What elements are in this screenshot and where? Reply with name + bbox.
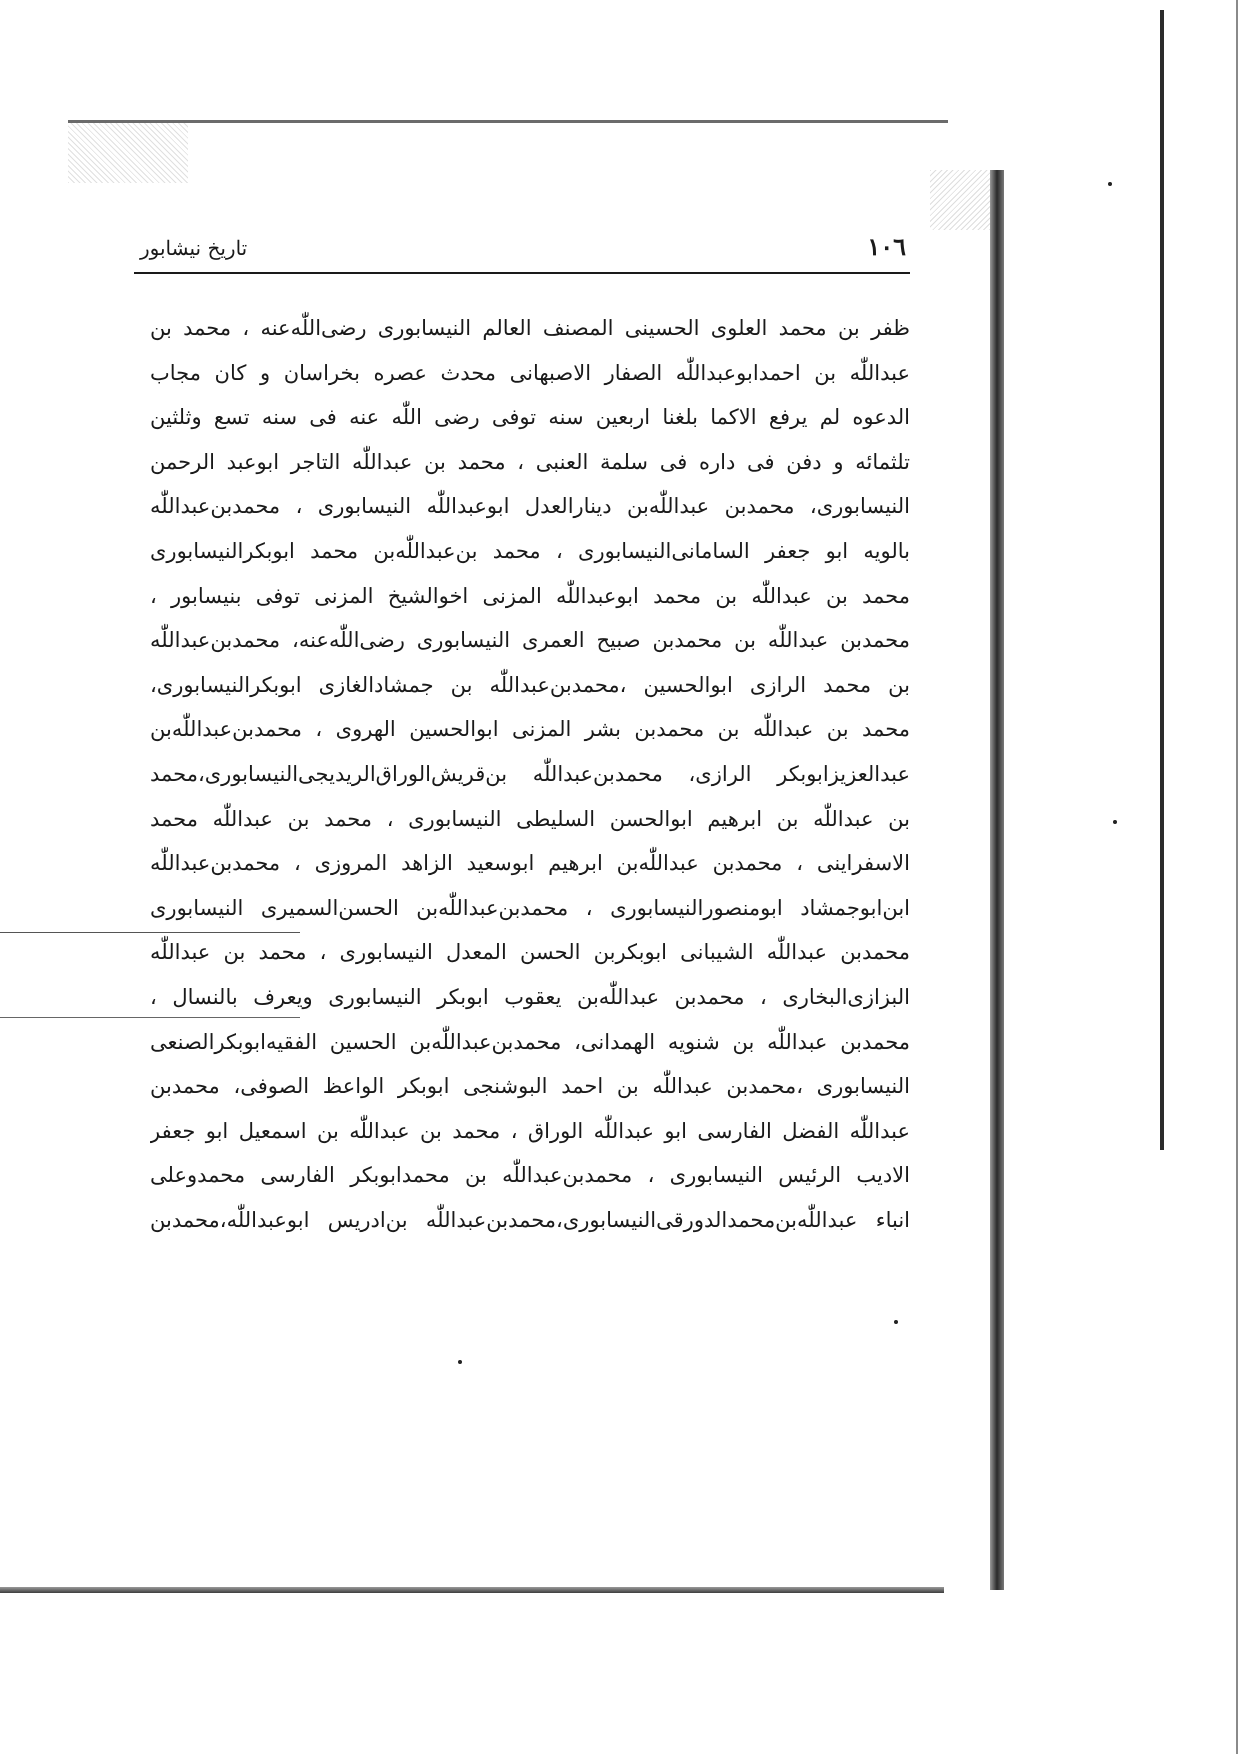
scan-frame-right bbox=[990, 170, 1004, 1590]
text-line: بالويه ابو جعفر السامانى‌النيسابورى ، محمد بن‌عبداللّٰه‌بن محمد ابوبكر‌النيسابورى bbox=[150, 538, 910, 563]
text-line: النيسابورى، محمدبن عبداللّٰه‌بن دينارالعدل ابوعبداللّٰه النيسابورى ، محمدبن‌عبداللّٰه bbox=[150, 494, 910, 519]
text-line: ظفر بن محمد العلوى الحسينى المصنف العالم النيسابورى رضى‌اللّٰه‌عنه ، محمد بن bbox=[150, 316, 910, 340]
text-line: عبدالعزيزابوبكر الرازى، محمدبن‌عبداللّٰه بن‌قريش‌الوراق‌الريديجى‌النيسابورى،محمد bbox=[150, 761, 910, 786]
text-line: البزازى‌البخارى ، محمدبن عبداللّٰه‌بن يعقوب ابوبكر النيسابورى ويعرف بالنسال ، bbox=[150, 984, 910, 1009]
text-line: محمد بن عبداللّٰه بن محمدبن بشر المزنى ابوالحسين الهروى ، محمدبن‌عبداللّٰه‌بن bbox=[150, 717, 910, 742]
text-line: انباء عبداللّٰه‌بن‌محمدالدورقى‌النيسابورى،محمدبن‌عبداللّٰه بن‌ادريس ابوعبداللّٰه،محمدبن bbox=[150, 1207, 910, 1232]
scan-speck bbox=[1108, 182, 1112, 186]
text-line: النيسابورى ،محمدبن عبداللّٰه بن احمد البوشنجى ابوبكر الواعظ الصوفى، محمدبن bbox=[150, 1074, 910, 1099]
header-title: تاريخ نيشابور bbox=[140, 236, 248, 260]
text-line: ابن‌ابوجمشاد ابومنصورالنيسابورى ، محمدبن‌عبداللّٰه‌بن الحسن‌السميرى النيسابورى bbox=[150, 895, 910, 920]
text-line: محمدبن عبداللّٰه الشيبانى ابوبكربن الحسن المعدل النيسابورى ، محمد بن عبداللّٰه bbox=[150, 940, 910, 965]
scan-speck bbox=[1113, 820, 1117, 824]
scan-shading-top-left bbox=[68, 123, 188, 183]
scan-frame-bottom bbox=[0, 1587, 944, 1593]
text-line: عبداللّٰه الفضل الفارسى ابو عبداللّٰه الوراق ، محمد بن عبداللّٰه بن اسمعيل ابو جعفر bbox=[150, 1118, 910, 1143]
text-line: محمد بن عبداللّٰه بن محمد ابوعبداللّٰه المزنى اخوالشيخ المزنى توفى بنيسابور ، bbox=[150, 583, 910, 608]
scan-speck bbox=[458, 1360, 462, 1364]
text-line: الاسفراينى ، محمدبن عبداللّٰه‌بن ابرهيم ابوسعيد الزاهد المروزى ، محمدبن‌عبداللّٰه bbox=[150, 851, 910, 876]
text-line: محمدبن عبداللّٰه بن محمدبن صبيح العمرى النيسابورى رضى‌اللّٰه‌عنه، محمدبن‌عبداللّٰه bbox=[150, 628, 910, 653]
page-number: ١٠٦ bbox=[867, 232, 906, 261]
text-body bbox=[150, 306, 910, 1242]
text-line: عبداللّٰه بن احمدابوعبداللّٰه الصفار الاصبهانى محدث عصره بخراسان و كان مجاب bbox=[150, 360, 910, 385]
scan-speck bbox=[894, 1320, 898, 1324]
running-header bbox=[134, 232, 910, 274]
text-line: بن عبداللّٰه بن ابرهيم ابوالحسن السليطى النيسابورى ، محمد بن عبداللّٰه محمد bbox=[150, 806, 910, 831]
scan-shading-top-right bbox=[930, 170, 990, 230]
text-line: محمدبن عبداللّٰه بن شنويه الهمدانى، محمدبن‌عبداللّٰه‌بن الحسين الفقيه‌ابوبكرالصنعى bbox=[150, 1029, 910, 1054]
scan-page-edge bbox=[1236, 0, 1238, 1754]
scan-frame-top bbox=[68, 120, 948, 123]
text-line: الدعوه لم يرفع الاكما بلغنا اربعين سنه توفى رضى اللّٰه عنه فى سنه تسع وثلثين bbox=[150, 405, 910, 430]
text-line: بن محمد الرازى ابوالحسين ،محمدبن‌عبداللّٰه بن جمشادالغازى ابوبكرالنيسابورى، bbox=[150, 672, 910, 697]
text-line: الاديب الرئيس النيسابورى ، محمدبن‌عبداللّٰه بن محمدابوبكر الفارسى محمدوعلى bbox=[150, 1163, 910, 1188]
scan-edge-line bbox=[1160, 10, 1164, 1150]
text-line: تلثمائه و دفن فى داره فى سلمة العنبى ، محمد بن عبداللّٰه التاجر ابوعبد الرحمن bbox=[150, 449, 910, 474]
